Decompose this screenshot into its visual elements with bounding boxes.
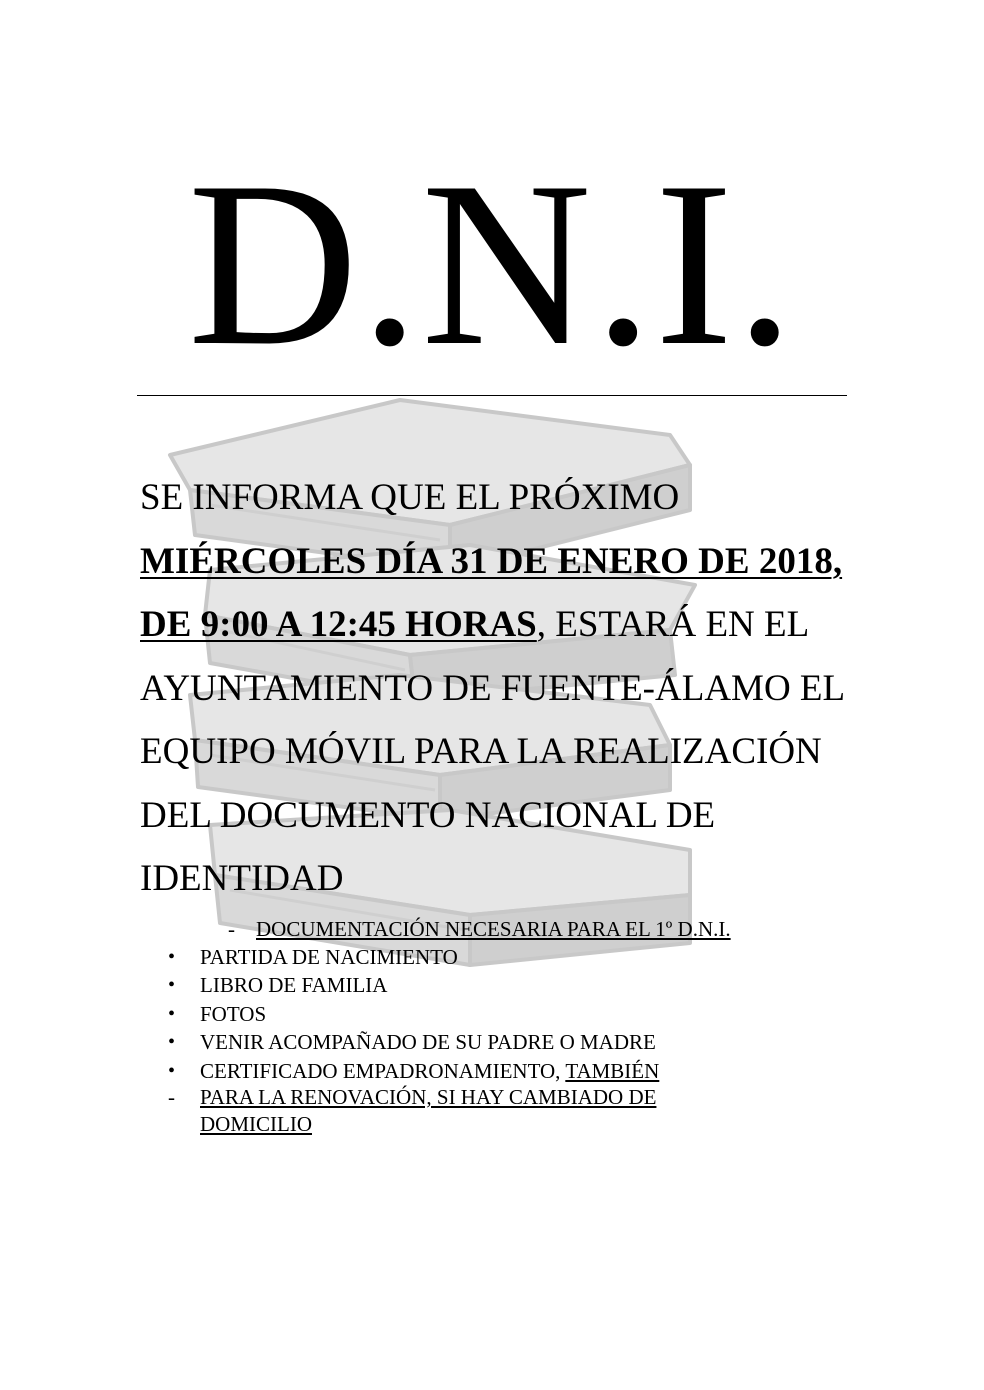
bullet-marker: • — [168, 1031, 176, 1054]
list-item — [168, 1000, 659, 1028]
bullet-marker: • — [168, 974, 176, 997]
renewal-note-text: PARA LA RENOVACIÓN, SI HAY CAMBIADO DE DOMICILIO — [200, 1085, 657, 1136]
announcement-line-1: SE INFORMA QUE EL PRÓXIMO — [140, 477, 680, 518]
dash-marker: - — [168, 1085, 175, 1109]
bullet-marker: • — [168, 946, 176, 968]
requirements-heading-text: DOCUMENTACIÓN NECESARIA PARA EL 1º D.N.I. — [256, 917, 731, 941]
announcement-line-3 — [140, 593, 860, 657]
list-item — [168, 971, 659, 999]
list-item — [168, 1028, 659, 1056]
requirements-heading — [228, 914, 731, 944]
announcement-line-5: EQUIPO MÓVIL PARA LA REALIZACIÓN — [140, 731, 822, 772]
requirements-list — [168, 943, 659, 1085]
announcement-line-3-rest: , ESTARÁ EN EL — [536, 604, 810, 645]
list-item-text: PARTIDA DE NACIMIENTO — [200, 945, 458, 969]
announcement-line-6: DEL DOCUMENTO NACIONAL DE — [140, 794, 716, 836]
renewal-note — [168, 1084, 760, 1138]
list-item — [168, 1057, 659, 1085]
list-item-text: LIBRO DE FAMILIA — [200, 973, 388, 998]
list-item-text: CERTIFICADO EMPADRONAMIENTO, — [200, 1058, 566, 1083]
time-highlight: DE 9:00 A 12:45 HORAS — [140, 604, 537, 645]
list-item-text: VENIR ACOMPAÑADO DE SU PADRE O MADRE — [200, 1030, 656, 1055]
announcement-date — [140, 530, 860, 594]
bullet-marker: • — [168, 1059, 176, 1082]
list-item-text: FOTOS — [200, 1001, 267, 1026]
date-highlight: MIÉRCOLES DÍA 31 DE ENERO DE 2018, — [140, 540, 843, 582]
announcement-line-7: IDENTIDAD — [140, 858, 344, 899]
list-item-underlined: TAMBIÉN — [565, 1058, 660, 1083]
page-title: D.N.I. — [187, 134, 797, 395]
announcement-line-4: AYUNTAMIENTO DE FUENTE-ÁLAMO EL — [140, 667, 846, 709]
list-item — [168, 943, 659, 971]
title-divider — [137, 395, 847, 396]
dash-marker: - — [228, 917, 235, 941]
announcement-text — [140, 466, 860, 911]
bullet-marker: • — [168, 1002, 176, 1025]
